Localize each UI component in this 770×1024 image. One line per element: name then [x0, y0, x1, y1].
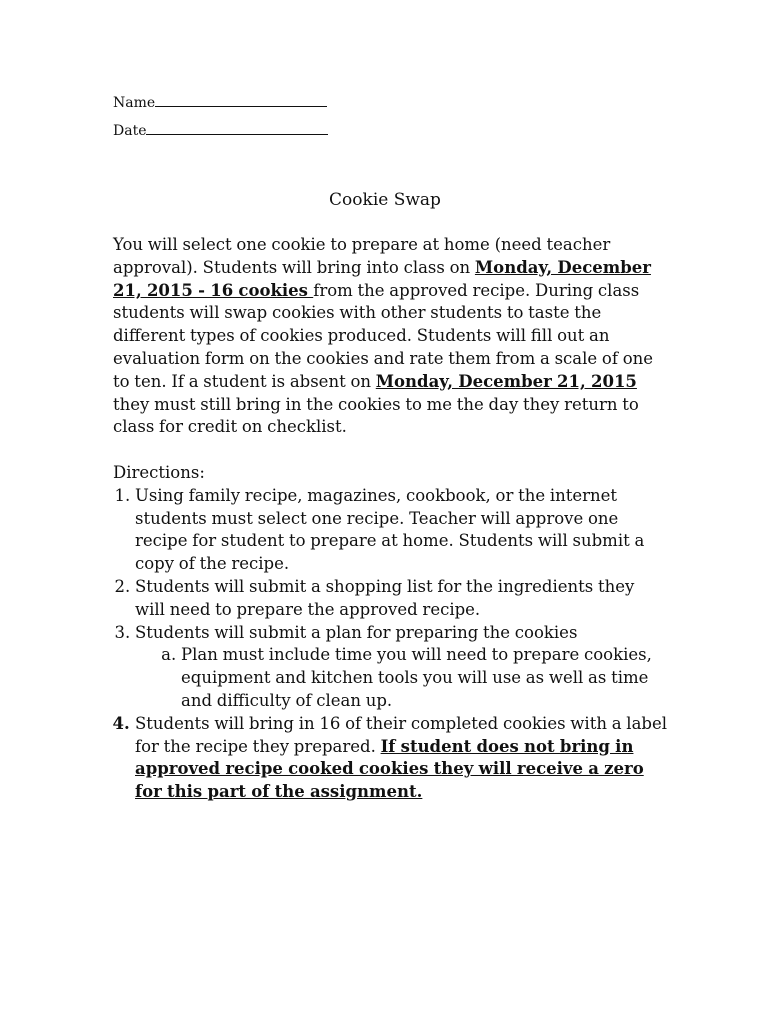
direction-text: Students will bring in 16 of their completed cookies with a label for the recipe they prepared.	[135, 713, 668, 756]
direction-item	[135, 576, 669, 622]
name-label: Name	[113, 95, 156, 111]
direction-text: Students will submit a plan for preparing the cookies	[135, 622, 578, 642]
document-body	[113, 234, 669, 804]
name-blank	[155, 106, 327, 107]
direction-text: Students will submit a shopping list for the ingredients they will need to prepare the approved recipe.	[135, 576, 635, 619]
direction-item	[135, 622, 669, 713]
intro-text-2: from the approved recipe. During class students will swap cookies with other students to taste the different types of cookies produced. Students will fill out an evaluation form on the cookies and rate them from a scale of one to ten. If a student is absent on	[113, 280, 654, 391]
directions-heading: Directions:	[113, 462, 205, 482]
date-label: Date	[113, 123, 147, 139]
intro-date-emphasis: Monday, December 21, 2015 - 16 cookies	[113, 257, 651, 300]
direction-item	[135, 485, 669, 576]
intro-text-1: You will select one cookie to prepare at home (need teacher approval). Students will bring into class on	[113, 235, 611, 277]
direction-text: Using family recipe, magazines, cookbook, or the internet students must select one recipe. Teacher will approve one recipe for student to prepare at home. Students will submit a copy of the recipe.	[135, 485, 645, 574]
direction-sublist	[135, 644, 669, 712]
directions-list	[113, 485, 669, 804]
intro-text-3: they must still bring in the cookies to me the day they return to class for credit on checklist.	[113, 394, 639, 437]
direction-item	[135, 713, 669, 804]
intro-paragraph	[113, 234, 669, 439]
document-title: Cookie Swap	[329, 190, 441, 210]
date-blank	[146, 134, 328, 135]
name-line	[113, 95, 327, 111]
direction-subitem-text: Plan must include time you will need to prepare cookies, equipment and kitchen tools you will use as well as time and difficulty of clean up.	[181, 645, 652, 710]
direction-subitem	[181, 644, 669, 712]
intro-absent-date: Monday, December 21, 2015	[375, 371, 637, 391]
direction-warning: If student does not bring in approved recipe cooked cookies they will receive a zero for this part of the assignment.	[135, 736, 644, 802]
date-line	[113, 123, 328, 139]
